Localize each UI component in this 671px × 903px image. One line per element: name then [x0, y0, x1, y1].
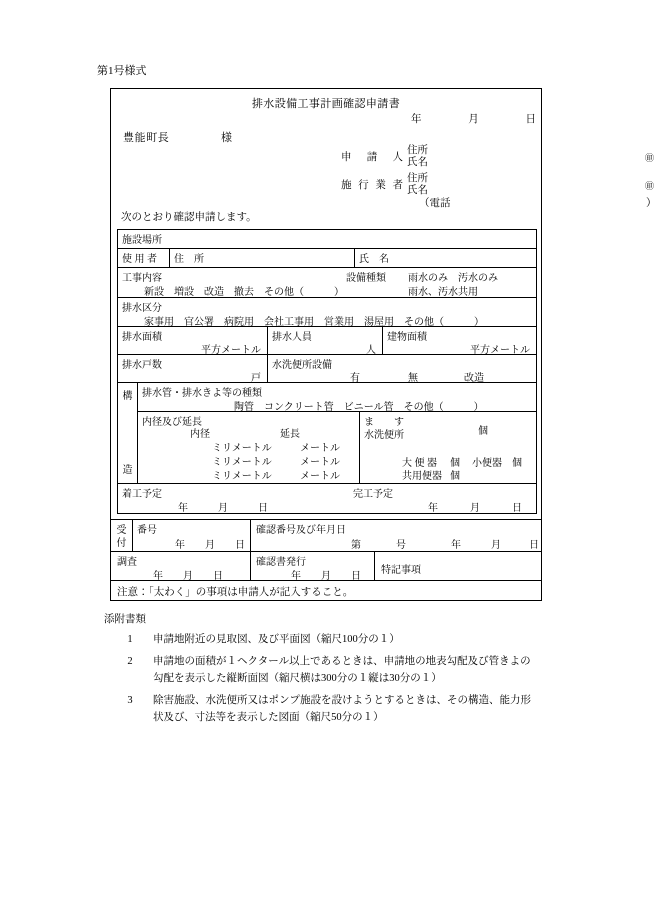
reception-year-label: 年: [175, 540, 185, 551]
attachment-1-number: 1: [127, 634, 133, 645]
structure-vertical-label: [118, 382, 138, 483]
toilet-small-label: 小便器: [472, 458, 502, 469]
start-month-label: 月: [218, 503, 228, 514]
survey-label: 調査: [117, 557, 137, 568]
drainage-class-options: 家事用 官公署 病院用 会社工事用 営業用 湯屋用 その他（ ）: [144, 317, 484, 328]
diameter-unit-row3: ミリメートル: [212, 471, 272, 482]
applicant-seal-icon: ㊞: [645, 153, 655, 163]
toilet-large-label: 大 便 器: [402, 458, 437, 469]
telephone-paren-close: ）: [646, 198, 657, 209]
confirm-year-label: 年: [451, 540, 461, 551]
drain-persons-cell: [268, 326, 383, 354]
drain-persons-unit: 人: [366, 345, 376, 356]
reception-label-bottom: 付: [116, 538, 127, 549]
finish-planned-label: 完工予定: [353, 489, 393, 500]
issue-day-label: 日: [351, 571, 361, 582]
start-day-label: 日: [258, 503, 268, 514]
drainage-class-label: 排水区分: [122, 303, 162, 314]
receipt-processing-table: [110, 519, 542, 581]
drain-area-unit: 平方メートル: [201, 345, 261, 356]
attachment-2-line2: 勾配を表示した縦断面図（縮尺横は300分の１縦は30分の１）: [153, 673, 442, 684]
flush-toilet-equipment-cell: [268, 354, 536, 382]
finish-year-label: 年: [428, 503, 438, 514]
length-unit-row1: メートル: [300, 443, 340, 454]
finish-day-label: 日: [512, 503, 522, 514]
confirm-number-date-label: 確認番号及び年月日: [256, 525, 346, 536]
flush-toilet-remodel: 改造: [464, 373, 484, 384]
attachment-item-3: [123, 693, 573, 731]
flush-toilet-yes: 有: [350, 373, 360, 384]
contractor-name-label: 氏名: [407, 184, 428, 196]
user-label-cell: [118, 248, 170, 267]
flush-toilet-section-label: 水洗便所: [364, 430, 404, 441]
user-address-cell: [170, 248, 355, 267]
pipe-type-row: [138, 382, 536, 411]
toilet-small-unit: 個: [512, 458, 522, 469]
building-area-cell: [383, 326, 536, 354]
contractor-role-label: 施行業者: [341, 180, 403, 191]
toilet-shared-label: 共用便器: [402, 471, 442, 482]
diameter-label: 内径: [190, 429, 210, 440]
equipment-type-label: 設備種類: [346, 273, 386, 284]
user-name-label: 氏 名: [359, 254, 389, 265]
flush-toilet-no: 無: [408, 373, 418, 384]
telephone-label: （電話: [419, 198, 451, 209]
structure-label-top: 構: [122, 391, 133, 402]
application-form-box: [110, 88, 657, 520]
attachment-3-line2: 状及び、寸法等を表示した図面（縮尺50分の１）: [153, 712, 384, 723]
applicant-block: [341, 145, 661, 171]
pipe-type-label: 排水管・排水きよ等の種類: [142, 388, 262, 399]
survey-month-label: 月: [183, 571, 193, 582]
drain-persons-label: 排水人員: [272, 332, 312, 343]
confirm-dai-label: 第: [351, 540, 361, 551]
confirm-month-label: 月: [491, 540, 501, 551]
issue-month-label: 月: [321, 571, 331, 582]
diameter-length-cell: [138, 411, 360, 483]
drain-area-cell: [118, 326, 268, 354]
diameter-unit-row2: ミリメートル: [212, 457, 272, 468]
work-content-row: [118, 267, 536, 297]
masu-label: ま す: [364, 417, 404, 428]
drainage-class-row: [118, 297, 536, 326]
attachment-item-2: [123, 654, 573, 692]
toilet-shared-unit: 個: [450, 471, 460, 482]
form-number: 第1号様式: [97, 65, 147, 77]
reception-number-cell: [133, 520, 251, 551]
length-label: 延長: [280, 429, 300, 440]
contractor-address-label: 住所: [407, 173, 428, 184]
user-address-label: 住 所: [174, 254, 204, 265]
applicant-name-label: 氏名: [407, 156, 428, 168]
attachment-1-line1: 申請地附近の見取図、及び平面図（縮尺100分の１）: [153, 634, 400, 645]
flush-toilet-label: 水洗便所設備: [272, 360, 332, 371]
attachment-2-line1: 申請地の面積が１ヘクタール以上であるときは、申請地の地表勾配及び管きよの: [153, 656, 531, 667]
user-label: 使 用 者: [122, 254, 157, 265]
submission-date: [411, 111, 536, 126]
survey-cell: [111, 551, 251, 580]
confirm-go-label: 号: [396, 540, 406, 551]
survey-day-label: 日: [213, 571, 223, 582]
households-cell: [118, 354, 268, 382]
masu-unit: 個: [478, 426, 488, 437]
main-data-table: [117, 229, 537, 514]
confirm-day-label: 日: [529, 540, 539, 551]
reception-label-top: 受: [116, 525, 127, 536]
length-unit-row3: メートル: [300, 471, 340, 482]
reception-day-label: 日: [235, 540, 245, 551]
issue-cell: [251, 551, 375, 580]
schedule-row: [118, 483, 536, 513]
form-note: 注意：「太わく」の事項は申請人が記入すること。: [110, 581, 542, 601]
equipment-type-line1: 雨水のみ 汚水のみ: [408, 273, 498, 284]
reception-number-label: 番号: [137, 525, 157, 536]
facility-location-row: [118, 230, 536, 248]
form-header: [111, 89, 657, 227]
masu-toilet-cell: [360, 411, 536, 483]
contractor-seal-icon: ㊞: [645, 181, 655, 191]
declaration-text: 次のとおり確認申請します。: [121, 212, 257, 223]
attachment-3-number: 3: [127, 695, 133, 706]
work-content-options: 新設 増設 改造 撤去 その他（ ）: [144, 287, 344, 298]
building-area-label: 建物面積: [387, 332, 427, 343]
form-title: 排水設備工事計画確認申請書: [251, 98, 401, 110]
finish-month-label: 月: [470, 503, 480, 514]
date-month-label: 月: [468, 114, 479, 125]
diameter-unit-row1: ミリメートル: [212, 443, 272, 454]
remarks-cell: [375, 551, 541, 580]
work-content-label: 工事内容: [122, 273, 162, 284]
addressee-honorific: 様: [221, 132, 232, 144]
user-name-cell: [355, 248, 536, 267]
pipe-type-options: 陶管 コンクリート管 ビニール管 その他（ ）: [234, 402, 484, 413]
reception-vertical-label: [111, 520, 133, 551]
survey-year-label: 年: [153, 571, 163, 582]
date-year-label: 年: [411, 114, 422, 125]
issue-label: 確認書発行: [256, 557, 306, 568]
remarks-label: 特記事項: [381, 565, 421, 576]
confirm-number-date-cell: [251, 520, 541, 551]
drain-area-label: 排水面積: [122, 332, 162, 343]
applicant-address-label: 住所: [407, 145, 428, 156]
start-planned-label: 着工予定: [122, 489, 162, 500]
issue-year-label: 年: [291, 571, 301, 582]
start-year-label: 年: [178, 503, 188, 514]
equipment-type-line2: 雨水、汚水共用: [408, 287, 478, 298]
attachment-item-1: [123, 632, 573, 652]
length-unit-row2: メートル: [300, 457, 340, 468]
households-label: 排水戸数: [122, 360, 162, 371]
structure-label-bottom: 造: [122, 465, 133, 476]
attachment-3-line1: 除害施設、水洗便所又はポンプ施設を設けようとするときは、その構造、能力形: [153, 695, 531, 706]
households-unit: 戸: [251, 373, 261, 384]
reception-month-label: 月: [205, 540, 215, 551]
contractor-telephone: [341, 195, 671, 209]
addressee: 豊能町長: [123, 132, 170, 144]
building-area-unit: 平方メートル: [470, 345, 530, 356]
toilet-large-unit: 個: [450, 458, 460, 469]
diameter-length-label: 内径及び延長: [142, 417, 202, 428]
facility-location-label: 施設場所: [122, 235, 162, 246]
attachments-title: 添附書類: [104, 614, 146, 625]
attachment-2-number: 2: [127, 656, 133, 667]
applicant-fields: [407, 145, 428, 169]
date-day-label: 日: [525, 114, 536, 125]
applicant-role-label: 申請人: [341, 152, 403, 163]
contractor-fields: [407, 173, 428, 197]
